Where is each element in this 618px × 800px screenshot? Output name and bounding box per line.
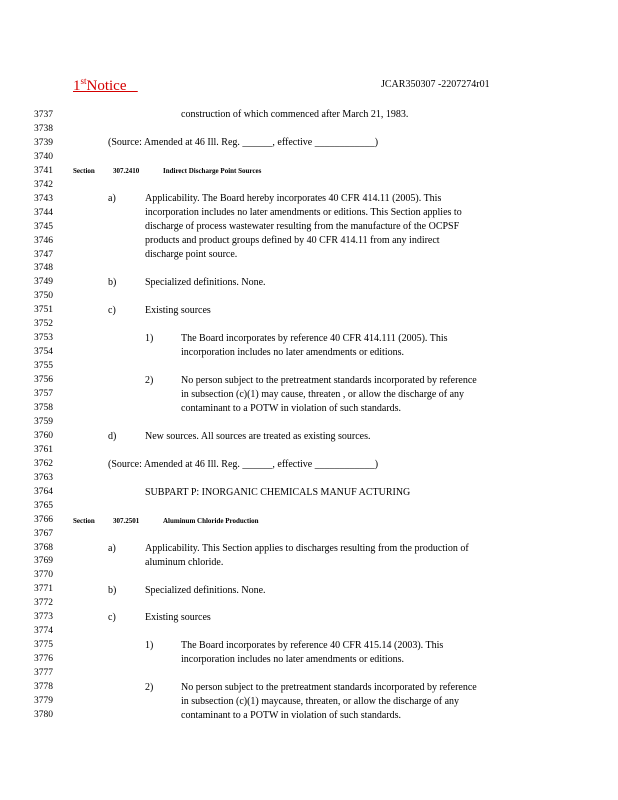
line-number: 3743 [34,193,53,204]
paragraph-label: 1) [145,640,154,651]
line-number: 3750 [34,291,53,302]
paragraph-label: 2) [145,375,154,386]
line-number: 3761 [34,444,53,455]
section-label: Section [73,517,95,525]
line-number: 3764 [34,486,53,497]
subsection-label: b) [108,277,117,288]
line-number: 3755 [34,361,53,372]
body-line: contaminant to a POTW in violation of such standards. [181,403,402,414]
subsection-label: b) [108,585,117,596]
body-line: Applicability. This Section applies to discharges resulting from the production of [145,543,469,554]
body-line: construction of which commenced after March 21, 1983. [181,109,409,120]
source-note: (Source: Amended at 46 Ill. Reg. ______, effective ____________) [108,459,379,470]
line-number: 3747 [34,249,53,260]
line-number: 3757 [34,389,53,399]
body-line: New sources. All sources are treated as existing sources. [145,431,371,442]
body-line: incorporation includes no later amendments or editions. [181,347,404,358]
line-number: 3772 [34,598,53,609]
body-line: aluminum chloride. [145,557,224,568]
subsection-label: c) [108,612,116,623]
line-number: 3748 [34,263,53,274]
line-number: 3742 [34,179,53,190]
body-line: The Board incorporates by reference 40 CFR 414.111 (2005). This [181,333,448,344]
subsection-label: c) [108,305,116,316]
line-number: 3771 [34,584,53,595]
subsection-label: a) [108,193,116,204]
body-line: incorporation includes no later amendments or editions. [181,654,404,665]
line-number: 3741 [34,165,53,176]
body-line: Specialized definitions. None. [145,277,266,288]
line-number: 3744 [34,207,53,218]
body-line: The Board incorporates by reference 40 CFR 415.14 (2003). This [181,640,444,651]
subpart-heading: SUBPART P: INORGANIC CHEMICALS MANUF ACTURING [145,487,411,498]
body-line: contaminant to a POTW in violation of such standards. [181,710,402,721]
subsection-label: a) [108,543,116,554]
line-number: 3749 [34,277,53,288]
line-number: 3770 [34,570,53,581]
notice-heading: 1stNotice [73,76,127,94]
line-number: 3753 [34,333,53,344]
line-number: 3763 [34,472,53,483]
body-line: incorporation includes no later amendments or editions. This Section applies to [145,207,462,218]
source-note: (Source: Amended at 46 Ill. Reg. ______, effective ____________) [108,137,379,148]
body-line: Specialized definitions. None. [145,585,266,596]
line-number: 3769 [34,556,53,567]
line-number: 3745 [34,221,53,232]
line-number: 3766 [34,514,53,525]
section-title: Indirect Discharge Point Sources [163,167,262,175]
body-line: Existing sources [145,612,211,623]
body-line: discharge of process wastewater resulting from the manufacture of the OCPSF [145,221,460,232]
body-line: Existing sources [145,305,211,316]
body-line: Applicability. The Board hereby incorporates 40 CFR 414.11 (2005). This [145,193,442,204]
line-number: 3754 [34,347,53,358]
body-line: No person subject to the pretreatment standards incorporated by reference [181,375,477,386]
paragraph-label: 2) [145,682,154,693]
line-number: 3759 [34,416,53,427]
line-number: 3775 [34,640,53,651]
line-number: 3756 [34,375,53,386]
line-number: 3777 [34,668,53,678]
line-number: 3778 [34,681,53,692]
line-number: 3762 [34,458,53,469]
body-line: products and product groups defined by 40 CFR 414.11 from any indirect [145,235,440,246]
line-number: 3774 [34,626,53,637]
line-number: 3758 [34,402,53,413]
body-line: No person subject to the pretreatment standards incorporated by reference [181,682,477,693]
line-number: 3776 [34,654,53,664]
section-number: 307.2410 [113,167,140,175]
line-number: 3768 [34,542,53,553]
line-number: 3739 [34,137,53,148]
section-label: Section [73,167,95,175]
line-number: 3767 [34,528,53,539]
line-number: 3737 [34,110,53,120]
section-number: 307.2501 [113,517,140,525]
line-number: 3760 [34,430,53,441]
paragraph-label: 1) [145,333,154,344]
body-line: in subsection (c)(1) maycause, threaten, or allow the discharge of any [181,696,460,707]
line-number: 3752 [34,319,53,330]
body-line: in subsection (c)(1) may cause, threaten , or allow the discharge of any [181,389,465,400]
line-number: 3780 [34,709,53,720]
line-number: 3751 [34,305,53,316]
section-title: Aluminum Chloride Production [163,517,259,525]
line-number: 3765 [34,500,53,511]
body-line: discharge point source. [145,249,238,260]
line-number: 3773 [34,612,53,623]
line-number: 3740 [34,151,53,162]
line-number: 3779 [34,695,53,706]
line-number: 3746 [34,235,53,246]
subsection-label: d) [108,431,117,442]
document-code: JCAR350307 -2207274r01 [381,79,490,90]
line-number: 3738 [34,124,53,134]
